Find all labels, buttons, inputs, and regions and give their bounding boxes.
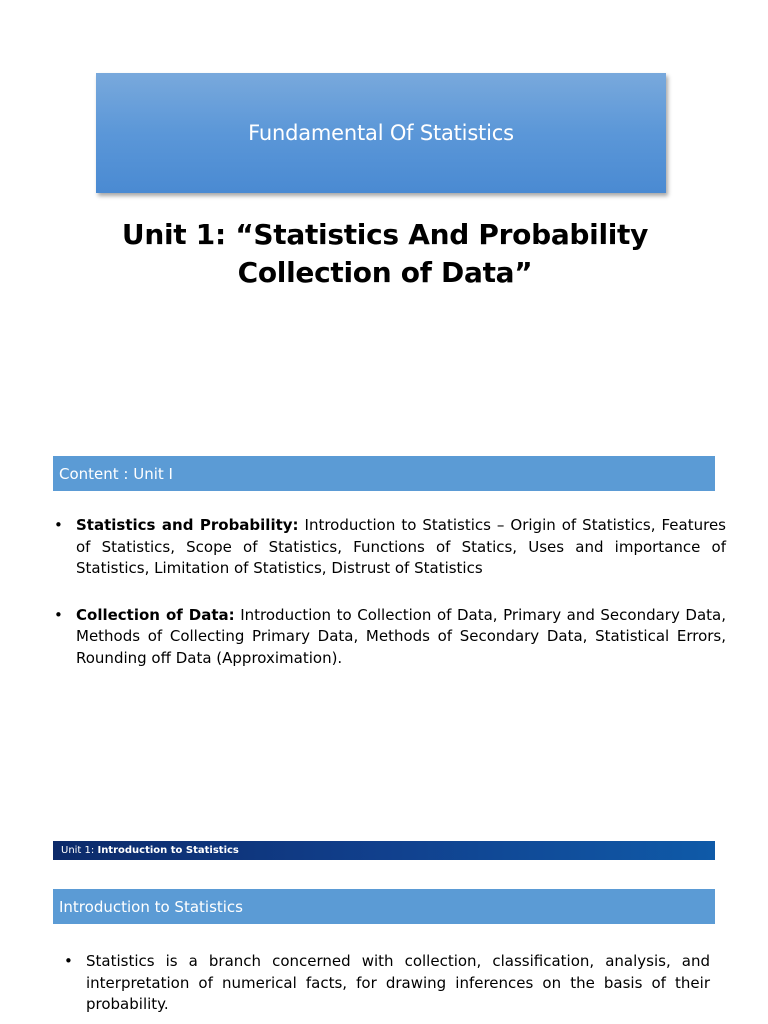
item-text: Introduction to Statistics – Origin of Statistics, Features of Statistics, Scope of Statistics, Functions of Statics, Uses and importance of Statistics, Limitation of Statistics, Distrust of Statistics — [76, 516, 726, 577]
unit-breadcrumb-prefix: Unit 1: — [61, 845, 95, 856]
intro-header-text: Introduction to Statistics — [59, 897, 243, 916]
title-banner — [96, 73, 666, 193]
content-header-text: Content : Unit I — [59, 464, 173, 483]
list-item — [54, 515, 726, 580]
item-bold-label: Statistics and Probability: — [76, 516, 299, 534]
unit-heading-line2: Collection of Data” — [237, 256, 533, 289]
unit-breadcrumb-topic: Introduction to Statistics — [97, 845, 239, 856]
bullet-icon: • — [54, 605, 63, 624]
unit-heading-line1: Unit 1: “Statistics And Probability — [121, 218, 649, 251]
item-text: Introduction to Collection of Data, Primary and Secondary Data, Methods of Collecting Primary Data, Methods of Secondary Data, Statistical Errors, Rounding off Data (Approximation). — [76, 605, 726, 667]
item-text: Statistics is a branch concerned with collection, classification, analysis, and interpretation of numerical facts, for drawing inferences on the basis of their probability. — [86, 952, 710, 1013]
intro-list — [64, 951, 710, 1016]
bullet-icon: • — [64, 952, 73, 970]
bullet-icon: • — [54, 516, 63, 534]
intro-header-bar — [53, 889, 715, 924]
list-item — [64, 951, 710, 1016]
unit-breadcrumb-bar — [53, 841, 715, 860]
content-list — [54, 515, 726, 669]
content-header-bar — [53, 456, 715, 491]
unit-heading — [100, 216, 670, 292]
item-bold-label: Collection of Data: — [76, 605, 235, 624]
document-title: Fundamental Of Statistics — [248, 121, 514, 145]
list-item — [54, 605, 726, 670]
